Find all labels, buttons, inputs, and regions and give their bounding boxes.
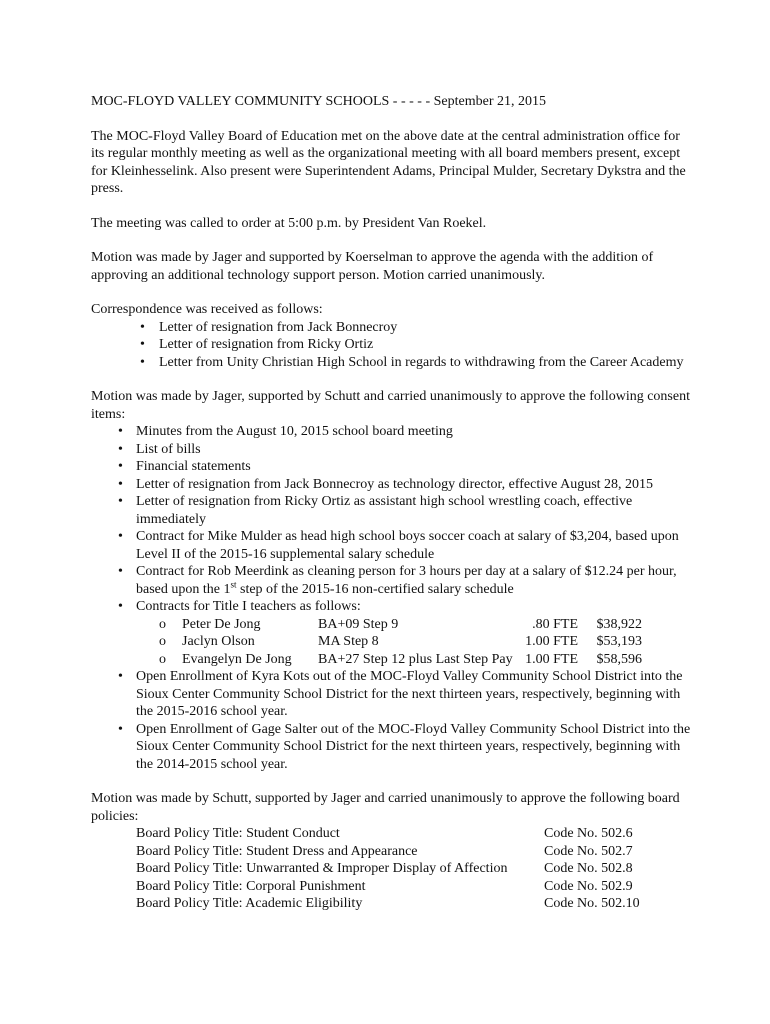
list-item: • Minutes from the August 10, 2015 school board meeting — [91, 423, 691, 441]
policy-row — [91, 860, 691, 878]
policy-row — [91, 843, 691, 861]
teacher-name: Peter De Jong — [182, 616, 261, 632]
sub-bullet-marker: o — [159, 634, 166, 649]
teacher-degree: MA Step 8 — [318, 634, 379, 649]
teacher-degree: BA+09 Step 9 — [318, 616, 399, 632]
policy-row — [91, 895, 691, 913]
consent-list — [91, 423, 691, 773]
list-item: • Letter of resignation from Ricky Ortiz as assistant high school wrestling coach, effective immediately — [91, 493, 691, 528]
title1-heading: Contracts for Title I teachers as follows: — [136, 599, 361, 614]
teacher-row — [136, 651, 691, 669]
call-to-order-paragraph: The meeting was called to order at 5:00 p.m. by President Van Roekel. — [91, 215, 487, 231]
list-item — [91, 598, 691, 668]
list-item: • Open Enrollment of Gage Salter out of the MOC-Floyd Valley Community School District into the Sioux Center Community School District for the next thirteen years, respectively, beginning with the 2014-2015 school year. — [91, 721, 691, 774]
list-item: • Open Enrollment of Kyra Kots out of the MOC-Floyd Valley Community School District into the Sioux Center Community School District for the next thirteen years, respectively, beginning with the 2015-2016 school year. — [91, 668, 691, 721]
policy-row — [91, 878, 691, 896]
ordinal-suffix: st — [230, 578, 237, 589]
list-item: • Contract for Mike Mulder as head high school boys soccer coach at salary of $3,204, based upon Level II of the 2015-16 supplemental salary schedule — [91, 528, 691, 563]
list-item — [91, 563, 691, 598]
teacher-salary: $53,193 — [596, 634, 642, 649]
policy-code: Code No. 502.10 — [544, 896, 640, 911]
policy-title: Board Policy Title: Corporal Punishment — [136, 878, 366, 894]
list-item: • Letter of resignation from Jack Bonnecroy as technology director, effective August 28, 2015 — [91, 476, 691, 494]
sub-bullet-marker: o — [159, 651, 166, 667]
policy-code: Code No. 502.8 — [544, 861, 633, 876]
consent-heading: Motion was made by Jager, supported by Schutt and carried unanimously to approve the following consent items: — [91, 389, 690, 422]
teacher-fte: .80 FTE — [532, 616, 578, 632]
teacher-row — [136, 616, 691, 634]
teacher-row — [136, 633, 691, 651]
teacher-name: Evangelyn De Jong — [182, 651, 292, 667]
correspondence-list — [91, 319, 691, 372]
document-header: MOC-FLOYD VALLEY COMMUNITY SCHOOLS - - - - - September 21, 2015 — [91, 94, 546, 109]
cleaning-contract-text-end: step of the 2015-16 non-certified salary schedule — [236, 581, 514, 597]
list-item: • Letter from Unity Christian High School in regards to withdrawing from the Career Academy — [91, 354, 691, 372]
cleaning-contract-text: Contract for Rob Meerdink as cleaning person for 3 hours per day at a salary of $12.24 per hour, based upon the 1 — [136, 564, 677, 597]
teacher-degree: BA+27 Step 12 plus Last Step Pay — [318, 651, 513, 667]
policy-code: Code No. 502.7 — [544, 843, 633, 859]
policy-title: Board Policy Title: Academic Eligibility — [136, 896, 363, 911]
list-item: • Letter of resignation from Ricky Ortiz — [91, 336, 691, 354]
policy-code: Code No. 502.9 — [544, 878, 633, 894]
teacher-fte: 1.00 FTE — [525, 634, 578, 649]
teacher-fte: 1.00 FTE — [525, 651, 578, 667]
policy-title: Board Policy Title: Unwarranted & Improper Display of Affection — [136, 861, 508, 876]
policy-title: Board Policy Title: Student Dress and Appearance — [136, 843, 418, 859]
agenda-motion-paragraph: Motion was made by Jager and supported by Koerselman to approve the agenda with the addition of approving an additional technology support person. Motion carried unanimously. — [91, 250, 654, 283]
title1-teacher-list — [136, 616, 691, 669]
list-item: • List of bills — [91, 441, 691, 459]
correspondence-heading: Correspondence was received as follows: — [91, 302, 323, 317]
sub-bullet-marker: o — [159, 616, 166, 632]
list-item: • Letter of resignation from Jack Bonnecroy — [91, 319, 691, 337]
teacher-name: Jaclyn Olson — [182, 634, 255, 649]
list-item: • Financial statements — [91, 458, 691, 476]
document-body — [91, 93, 691, 913]
policy-code: Code No. 502.6 — [544, 826, 633, 841]
policies-heading: Motion was made by Schutt, supported by Jager and carried unanimously to approve the following board policies: — [91, 791, 680, 824]
policy-row — [91, 825, 691, 843]
policy-title: Board Policy Title: Student Conduct — [136, 826, 340, 841]
teacher-salary: $58,596 — [596, 651, 642, 667]
intro-paragraph: The MOC-Floyd Valley Board of Education met on the above date at the central administration office for its regular monthly meeting as well as the organizational meeting with all board members present, except for Kleinhesselink. Also present were Superintendent Adams, Principal Mulder, Secretary Dykstra and the press. — [91, 128, 686, 196]
teacher-salary: $38,922 — [596, 616, 642, 632]
policy-list — [91, 825, 691, 913]
